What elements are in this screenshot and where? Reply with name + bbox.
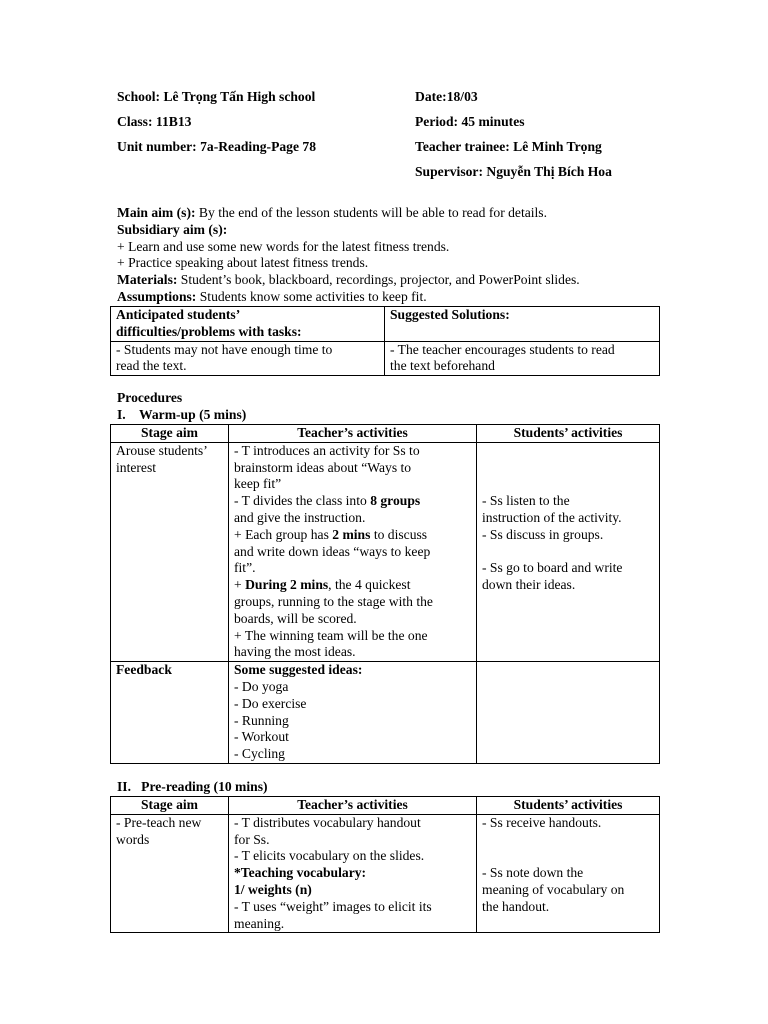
- students-activities-cell: - Ss listen to the instruction of the activity. - Ss discuss in groups. - Ss go to board and write down their ideas.: [477, 442, 660, 661]
- period-label: Period:: [415, 114, 459, 129]
- col-students-activities: Students’ activities: [477, 797, 660, 815]
- school-value: Lê Trọng Tấn High school: [163, 89, 316, 104]
- prereading-row-vocab: [111, 814, 660, 933]
- trainee-line: [415, 139, 602, 156]
- aims-section: [117, 205, 677, 306]
- materials-line: Materials: Student’s book, blackboard, recordings, projector, and PowerPoint slides.: [117, 272, 580, 288]
- trainee-value: Lê Minh Trọng: [513, 139, 602, 154]
- main-aim-line: Main aim (s): By the end of the lesson students will be able to read for details.: [117, 205, 547, 220]
- school-label: School:: [117, 89, 161, 104]
- subsidiary-aim-heading: Subsidiary aim (s):: [117, 221, 228, 237]
- warmup-title: I. Warm-up (5 mins): [117, 407, 247, 422]
- feedback-students-cell: [477, 662, 660, 764]
- solutions-header: Suggested Solutions:: [385, 307, 660, 342]
- warmup-row-interest: [111, 442, 660, 661]
- subsidiary-aim-1: + Learn and use some new words for the latest fitness trends.: [117, 238, 450, 254]
- difficulties-header-row: [111, 307, 660, 342]
- stage-aim-cell: - Pre-teach new words: [111, 814, 229, 933]
- assumptions-line: Assumptions: Students know some activities to keep fit.: [117, 288, 427, 304]
- class-label: Class:: [117, 114, 153, 129]
- warmup-table: [110, 424, 660, 764]
- prereading-header-row: [111, 797, 660, 815]
- col-stage-aim: Stage aim: [111, 425, 229, 443]
- warmup-row-feedback: [111, 662, 660, 764]
- school-line: [117, 89, 315, 106]
- prereading-title: II. Pre-reading (10 mins): [117, 779, 268, 794]
- class-value: 11B13: [155, 114, 192, 129]
- col-teacher-activities: Teacher’s activities: [229, 425, 477, 443]
- col-students-activities: Students’ activities: [477, 425, 660, 443]
- difficulty-cell: - Students may not have enough time to read the text.: [111, 341, 385, 376]
- warmup-header-row: [111, 425, 660, 443]
- teacher-activities-cell: - T distributes vocabulary handout for Ss. - T elicits vocabulary on the slides. *Teaching vocabulary: 1/ weights (n) - T uses “weight” images to elicit its meaning.: [229, 814, 477, 933]
- supervisor-value: Nguyễn Thị Bích Hoa: [486, 164, 612, 179]
- prereading-table: [110, 796, 660, 933]
- teacher-activities-cell: - T introduces an activity for Ss to brainstorm ideas about “Ways to keep fit” - T divides the class into 8 groups and give the instruction. + Each group has 2 mins to discuss and write down ideas “ways to keep fit”. + During 2 mins, the 4 quickest groups, running to the stage with the boards, will be scored. + The winning team will be the one having the most ideas.: [229, 442, 477, 661]
- supervisor-line: [415, 164, 612, 181]
- col-stage-aim: Stage aim: [111, 797, 229, 815]
- difficulties-table: [110, 306, 660, 376]
- feedback-stage-cell: Feedback: [111, 662, 229, 764]
- difficulties-row: [111, 341, 660, 376]
- feedback-ideas-cell: Some suggested ideas: - Do yoga - Do exercise - Running - Workout - Cycling: [229, 662, 477, 764]
- supervisor-label: Supervisor:: [415, 164, 483, 179]
- solution-cell: - The teacher encourages students to read the text beforehand: [385, 341, 660, 376]
- unit-line: [117, 139, 316, 156]
- stage-aim-cell: Arouse students’ interest: [111, 442, 229, 661]
- period-value: 45 minutes: [461, 114, 525, 129]
- period-line: [415, 114, 525, 131]
- date-line: [415, 89, 478, 106]
- subsidiary-aim-2: + Practice speaking about latest fitness trends.: [117, 255, 369, 271]
- students-activities-cell: - Ss receive handouts. - Ss note down the meaning of vocabulary on the handout.: [477, 814, 660, 933]
- class-line: [117, 114, 191, 131]
- trainee-label: Teacher trainee:: [415, 139, 510, 154]
- procedures-title: Procedures: [117, 390, 183, 405]
- date-value: 18/03: [446, 89, 478, 104]
- date-label: Date:: [415, 89, 447, 104]
- unit-label: Unit number:: [117, 139, 197, 154]
- col-teacher-activities: Teacher’s activities: [229, 797, 477, 815]
- unit-value: 7a-Reading-Page 78: [200, 139, 317, 154]
- difficulties-header: Anticipated students’ difficulties/problems with tasks:: [111, 307, 385, 342]
